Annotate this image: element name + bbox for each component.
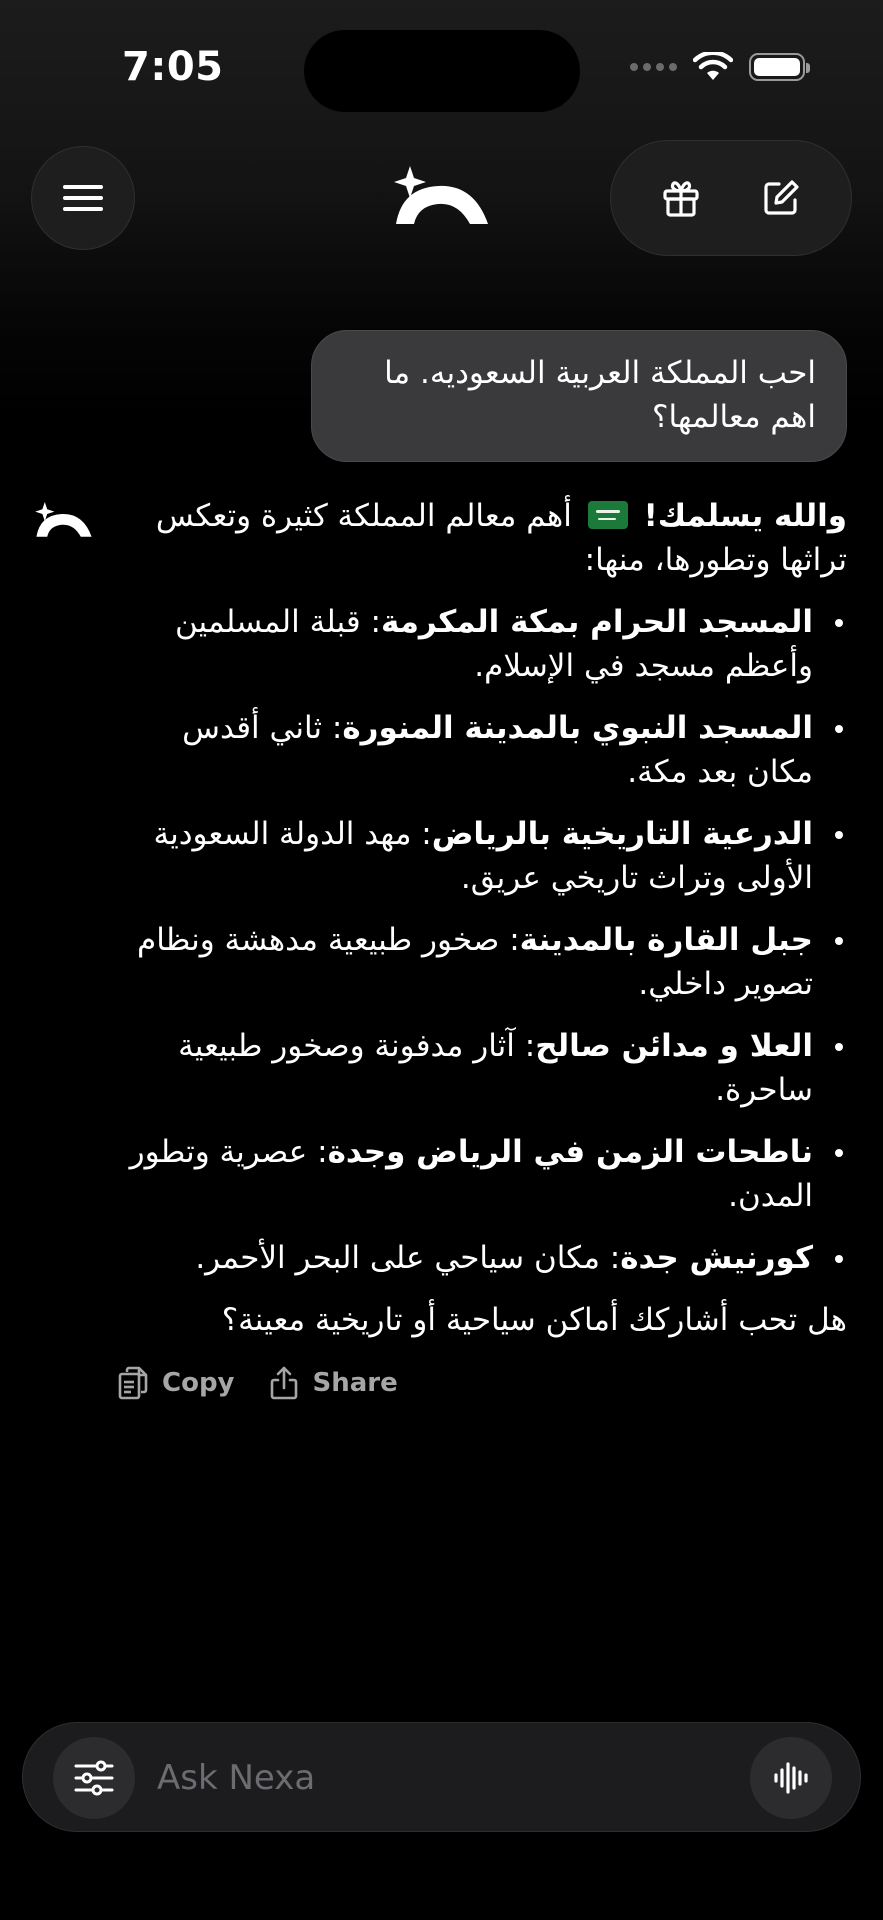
- item-title: ناطحات الزمن في الرياض وجدة: [327, 1134, 813, 1170]
- copy-icon: [118, 1366, 148, 1400]
- list-item: [107, 918, 813, 1006]
- message-input[interactable]: [157, 1751, 717, 1805]
- list-item: [107, 1236, 813, 1280]
- menu-icon: [62, 183, 104, 213]
- status-time: 7:05: [122, 44, 224, 90]
- saudi-flag-icon: [588, 501, 628, 529]
- header-actions: [610, 140, 852, 256]
- gift-icon: [661, 178, 701, 218]
- item-desc: : عصرية وتطور المدن.: [129, 1134, 813, 1214]
- new-chat-button[interactable]: [751, 168, 811, 228]
- item-desc: : قبلة المسلمين وأعظم مسجد في الإسلام.: [174, 604, 813, 684]
- item-desc: : مكان سياحي على البحر الأحمر.: [195, 1240, 621, 1276]
- voice-button[interactable]: [750, 1737, 832, 1819]
- menu-button[interactable]: [31, 146, 135, 250]
- assistant-intro: [107, 494, 847, 582]
- share-button[interactable]: [269, 1366, 398, 1400]
- new-chat-icon: [761, 178, 801, 218]
- list-item: [107, 1130, 813, 1218]
- nexa-logo[interactable]: [392, 166, 492, 226]
- item-title: الدرعية التاريخية بالرياض: [431, 816, 813, 852]
- share-icon: [269, 1366, 299, 1400]
- intro-text: أهم معالم المملكة كثيرة وتعكس تراثها وتطورها، منها:: [155, 498, 847, 578]
- dynamic-island: [304, 30, 580, 112]
- settings-sliders-icon: [73, 1760, 115, 1796]
- item-desc: : مهد الدولة السعودية الأولى وتراث تاريخي عريق.: [153, 816, 813, 896]
- list-item: [107, 812, 813, 900]
- message-actions: [118, 1366, 398, 1400]
- status-icons: [630, 52, 805, 82]
- voice-waveform-icon: [772, 1759, 810, 1797]
- assistant-outro: هل تحب أشاركك أماكن سياحية أو تاريخية معينة؟: [221, 1302, 847, 1338]
- landmarks-list: [107, 600, 847, 1280]
- item-title: المسجد الحرام بمكة المكرمة: [380, 604, 813, 640]
- composer: [22, 1722, 861, 1832]
- assistant-avatar-icon: [34, 502, 94, 538]
- item-desc: : صخور طبيعية مدهشة ونظام تصوير داخلي.: [137, 922, 813, 1002]
- gift-button[interactable]: [651, 168, 711, 228]
- copy-label: Copy: [162, 1368, 235, 1398]
- item-title: العلا و مدائن صالح: [535, 1028, 813, 1064]
- item-title: كورنيش جدة: [620, 1240, 813, 1276]
- item-desc: : ثاني أقدس مكان بعد مكة.: [182, 710, 813, 790]
- list-item: [107, 600, 813, 688]
- list-item: [107, 1024, 813, 1112]
- greeting-text: والله يسلمك!: [643, 498, 847, 534]
- user-message-bubble: احب المملكة العربية السعوديه. ما اهم معالمها؟: [311, 330, 847, 462]
- battery-icon: [749, 53, 805, 81]
- settings-button[interactable]: [53, 1737, 135, 1819]
- share-label: Share: [312, 1368, 398, 1398]
- wifi-icon: [693, 52, 733, 82]
- item-title: جبل القارة بالمدينة: [519, 922, 813, 958]
- item-desc: : آثار مدفونة وصخور طبيعية ساحرة.: [178, 1028, 813, 1108]
- assistant-message: [107, 494, 847, 1342]
- signal-dots-icon: [630, 63, 677, 71]
- item-title: المسجد النبوي بالمدينة المنورة: [342, 710, 813, 746]
- list-item: [107, 706, 813, 794]
- copy-button[interactable]: [118, 1366, 235, 1400]
